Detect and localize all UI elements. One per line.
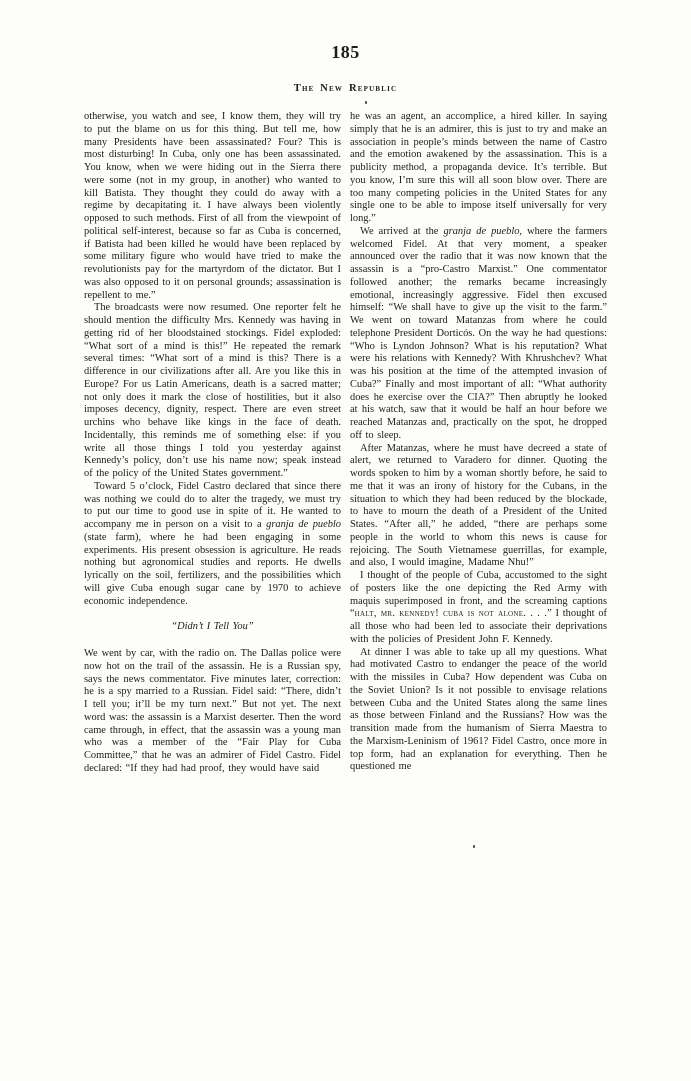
section-heading [84,621,341,634]
scan-artifact-dot [473,845,475,848]
paragraph [350,111,607,226]
body-text: After Matanzas, where he must have decreed a state of alert, we returned to Varadero for dinner. Quoting the words spoken to him by a woman shortly before, he said to me that it was an irony of history for the Cubans, in the situation to which they had been reduced by the blockade, to have to mourn the death of a President of the United States. “After all,” he added, “there are perhaps some people in the world to whom this news is cause for rejoicing. The South Vietnamese guerrillas, for example, and also, I would imagine, Madame Nhu!” [350,442,607,569]
text-columns [84,111,607,776]
body-text: otherwise, you watch and see, I know them, they will try to put the blame on us for this thing. But tell me, how many Presidents have been assassinated? Four? This is most disturbing! In Cuba, only one has been assassinated. You know, when we were hiding out in the Sierra there were some (not in my group, in another) who wanted to kill Batista. They thought they could do away with a regime by decapitating it. I have always been violently opposed to such methods. First of all from the viewpoint of political self-interest, because so far as Cuba is concerned, if Batista had been killed he would have been replaced by some military figure who would have tried to make the revolutionists pay for the martyrdom of the dictator. But I was also opposed to it on personal grounds; assassination is repellent to me.” [84,111,341,301]
paragraph [84,481,341,609]
body-text: , where the farmers welcomed Fidel. At that very moment, a speaker announced over the radio that it was now known that the assassin is a “pro-Castro Marxist.” One commentator followed another; the remarks became increasingly emotional, increasingly aggressive. Fidel then excused himself: “We shall have to give up the visit to the farm.” We went on toward Matanzas from where he could telephone President Dorticós. On the way he had questions: “Who is Lyndon Johnson? What is his reputation? What were his relations with Kennedy? With Khrushchev? What was his position at the time of the attempted invasion of Cuba?” Finally and most important of all: “What authority does he exercise over the CIA?” Then abruptly he looked at his watch, saw that it would be half an hour before we reached Matanzas and, practically on the spot, he dropped off to sleep. [350,225,608,441]
paragraph [350,226,607,443]
paragraph [84,302,341,481]
body-text: ” I thought of all those who had been led to associate their deprivations with the policies of President John F. Kennedy. [350,608,607,645]
column-right [350,111,607,776]
paragraph [84,648,341,776]
scan-artifact-dot [365,101,367,104]
body-text: At dinner I was able to take up all my questions. What had motivated Castro to endanger the peace of the world with the missiles in Cuba? How dependent was Cuba on the Soviet Union? Is it not possible to envisage relations between Cuba and the United States along the same lines as those between Finland and the Russians? How was the transition made from the humanism of Sierra Maestra to the Marxism-Leninism of 1961? Fidel Castro, once more in top form, had an explanation for everything. Then he questioned me [350,646,607,773]
page-number: 185 [331,42,360,62]
smallcaps-text: halt, mr. kennedy! cuba is not alone. . . . [354,608,548,620]
column-left [84,111,341,776]
body-text: he was an agent, an accomplice, a hired killer. In saying simply that he is an admirer, this is just to try and make an association in people’s minds between the name of Castro and the emotion awakened by the assassination. This is a publicity method, a propaganda device. It’s terrible. But you know, I’m sure this will all soon blow over. There are too many competing policies in the United States for any single one to be able to impose itself universally for very long.” [350,111,607,224]
paragraph [350,647,607,775]
masthead: The New Republic [293,83,398,94]
body-text: I thought of the people of Cuba, accustomed to the sight of posters like the one depicting the Red Army with maquis superimposed in front, and the screaming captions “ [350,570,607,620]
body-text: We went by car, with the radio on. The Dallas police were now hot on the trail of the assassin. He is a Russian spy, says the news commentator. Five minutes later, correction: he is a spy married to a Russian. Fidel said: “There, didn’t I tell you; it’ll be my turn next.” But not yet. The next word was: the assassin is a Marxist deserter. Then the word came through, in effect, that the assassin was a young man who was a member of the “Fair Play for Cuba Committee,” that he was an admirer of Fidel Castro. Fidel declared: “If they had had proof, they would have said [84,648,341,774]
paragraph [350,443,607,571]
paragraph [350,570,607,647]
italic-text: “Didn’t I Tell You” [171,621,254,633]
body-text: (state farm), where he had been engaging in some experiments. His present obsession is agriculture. He reads nothing but agronomical studies and reports. He dwells lyrically on the soil, fertilizers, and the possibilities which will give Cuba enough sugar cane by 1970 to achieve economic independence. [84,531,341,607]
italic-text: granja de pueblo [443,225,520,237]
body-text: We arrived at the [360,225,444,237]
paragraph [84,111,341,302]
body-text: Toward 5 o’clock, Fidel Castro declared that since there was nothing we could do to alter the tragedy, we must try to put our time to good use in spite of it. He wanted to accompany me in person on a visit to a [84,480,341,530]
italic-text: granja de pueblo [266,519,341,530]
body-text: The broadcasts were now resumed. One reporter felt he should mention the difficulty Mrs. Kennedy was having in getting rid of her bloodstained stockings. Fidel exploded: “What sort of a mind is this!” He repeated the remark several times: “What sort of a mind is this? There is a difference in our civilizations after all. Are you like this in Europe? For us Latin Americans, death is a sacred matter; not only does it mark the close of hostilities, but it also imposes decency, dignity, respect. There are even street urchins who behave like kings in the face of death. Incidentally, this reminds me of something else: if you write all those things I told you yesterday against Kennedy’s policy, don’t use his name now; speak instead of the policy of the United States government.” [84,302,341,479]
